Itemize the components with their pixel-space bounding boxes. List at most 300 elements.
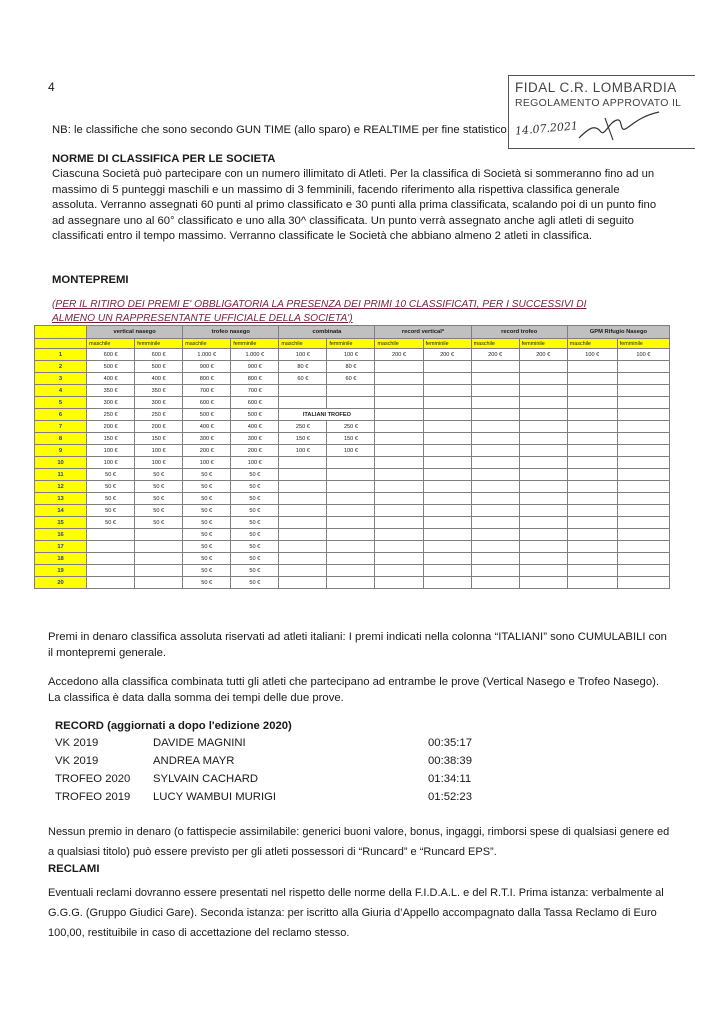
stamp-date: 14.07.2021 <box>514 119 579 138</box>
prize-cell <box>567 385 617 397</box>
prize-cell <box>617 385 669 397</box>
rank-cell: 19 <box>35 565 87 577</box>
rank-cell: 13 <box>35 493 87 505</box>
prize-cell <box>567 433 617 445</box>
prize-cell <box>279 565 327 577</box>
prize-cell: 50 € <box>183 517 231 529</box>
prize-cell <box>327 529 375 541</box>
rank-cell: 12 <box>35 481 87 493</box>
prize-cell: 50 € <box>231 529 279 541</box>
prize-cell <box>519 361 567 373</box>
prize-cell: 60 € <box>327 373 375 385</box>
prize-cell <box>279 577 327 589</box>
prize-cell: 50 € <box>231 505 279 517</box>
prize-cell <box>375 373 423 385</box>
prize-row <box>35 577 670 589</box>
prize-cell: 100 € <box>135 457 183 469</box>
prize-cell <box>617 409 669 421</box>
rank-cell: 18 <box>35 553 87 565</box>
prize-cell: 700 € <box>183 385 231 397</box>
prize-row <box>35 409 670 421</box>
prize-cell <box>375 397 423 409</box>
prize-cell <box>617 469 669 481</box>
prize-cell: 50 € <box>87 493 135 505</box>
prize-cell <box>327 505 375 517</box>
prize-cell <box>617 361 669 373</box>
prize-cell <box>375 457 423 469</box>
prize-cell <box>423 361 471 373</box>
rank-cell: 7 <box>35 421 87 433</box>
prize-cell <box>327 397 375 409</box>
prize-cell <box>471 481 519 493</box>
sub-femminile: femminile <box>519 339 567 349</box>
rank-cell: 14 <box>35 505 87 517</box>
prize-cell <box>567 481 617 493</box>
prize-cell <box>375 469 423 481</box>
prize-cell <box>567 517 617 529</box>
prize-table <box>34 325 670 589</box>
header-vertical-nasego: vertical nasego <box>87 326 183 339</box>
prize-cell <box>327 469 375 481</box>
prize-cell: 250 € <box>279 421 327 433</box>
prize-cell <box>567 577 617 589</box>
record-race: VK 2019 <box>55 737 99 749</box>
prize-cell <box>279 469 327 481</box>
prize-cell <box>423 529 471 541</box>
prize-cell <box>471 517 519 529</box>
prize-cell <box>279 385 327 397</box>
prize-cell: 500 € <box>183 409 231 421</box>
prize-cell <box>87 577 135 589</box>
prize-cell: 300 € <box>87 397 135 409</box>
prize-row <box>35 505 670 517</box>
prize-cell: 50 € <box>231 517 279 529</box>
prize-cell: 50 € <box>231 493 279 505</box>
montepremi-note: (PER IL RITIRO DEI PREMI E' OBBLIGATORIA LA PRESENZA DEI PRIMI 10 CLASSIFICATI, PER I SUCCESSIVI DI ALMENO UN RAPPRESENTANTE UFFICIALE DELLA SOCIETA') <box>52 299 587 324</box>
prize-cell <box>423 445 471 457</box>
prize-cell <box>519 565 567 577</box>
prize-cell: 80 € <box>327 361 375 373</box>
prize-cell: 50 € <box>87 517 135 529</box>
prize-cell: 800 € <box>231 373 279 385</box>
stamp-line-1: FIDAL C.R. LOMBARDIA <box>515 80 677 95</box>
prize-cell: 200 € <box>87 421 135 433</box>
prize-cell: 100 € <box>135 445 183 457</box>
prize-cell <box>279 505 327 517</box>
record-time: 00:38:39 <box>428 755 472 767</box>
prize-row <box>35 421 670 433</box>
prize-cell <box>87 565 135 577</box>
sub-maschile: maschile <box>567 339 617 349</box>
prize-cell <box>617 445 669 457</box>
prize-cell <box>471 529 519 541</box>
prize-cell <box>327 565 375 577</box>
prize-cell: 50 € <box>87 469 135 481</box>
prize-cell <box>617 565 669 577</box>
record-athlete: ANDREA MAYR <box>153 755 235 767</box>
prize-cell <box>327 493 375 505</box>
prize-cell <box>375 553 423 565</box>
prize-cell <box>519 445 567 457</box>
prize-row <box>35 457 670 469</box>
sub-femminile: femminile <box>231 339 279 349</box>
prize-cell <box>327 517 375 529</box>
prize-cell <box>471 421 519 433</box>
prize-cell: 700 € <box>231 385 279 397</box>
prize-cell <box>519 505 567 517</box>
prize-cell <box>617 541 669 553</box>
italiani-trofeo-label: ITALIANI TROFEO <box>279 409 375 421</box>
prize-row <box>35 541 670 553</box>
prize-cell <box>87 541 135 553</box>
prize-cell: 100 € <box>617 349 669 361</box>
prize-cell: 100 € <box>279 445 327 457</box>
prize-cell: 50 € <box>183 529 231 541</box>
prize-cell: 50 € <box>231 481 279 493</box>
prize-cell: 200 € <box>375 349 423 361</box>
prize-cell: 600 € <box>135 349 183 361</box>
prize-cell <box>567 373 617 385</box>
prize-cell <box>135 541 183 553</box>
prize-cell: 200 € <box>423 349 471 361</box>
prize-cell <box>617 493 669 505</box>
italiani-paragraph: Premi in denaro classifica assoluta riservati ad atleti italiani: I premi indicati nella colonna “ITALIANI” sono CUMULABILI con il montepremi generale. <box>48 631 667 659</box>
header-combinata: combinata <box>279 326 375 339</box>
prize-cell <box>423 373 471 385</box>
prize-cell: 100 € <box>231 457 279 469</box>
prize-cell: 50 € <box>135 493 183 505</box>
record-time: 01:52:23 <box>428 791 472 803</box>
prize-row <box>35 469 670 481</box>
prize-row <box>35 445 670 457</box>
prize-cell <box>519 421 567 433</box>
prize-cell <box>519 553 567 565</box>
page-number: 4 <box>48 80 55 94</box>
prize-cell <box>471 541 519 553</box>
prize-cell: 600 € <box>231 397 279 409</box>
prize-cell <box>423 421 471 433</box>
prize-cell: 900 € <box>183 361 231 373</box>
rank-cell: 5 <box>35 397 87 409</box>
prize-cell: 50 € <box>231 469 279 481</box>
prize-cell: 50 € <box>135 469 183 481</box>
prize-cell: 60 € <box>279 373 327 385</box>
prize-cell <box>567 469 617 481</box>
prize-cell <box>617 457 669 469</box>
prize-cell <box>519 373 567 385</box>
prize-cell: 50 € <box>183 565 231 577</box>
prize-cell <box>327 481 375 493</box>
prize-cell: 400 € <box>87 373 135 385</box>
prize-row <box>35 433 670 445</box>
prize-cell <box>567 505 617 517</box>
prize-cell <box>279 553 327 565</box>
prize-cell <box>423 505 471 517</box>
prize-cell: 50 € <box>183 493 231 505</box>
prize-cell: 300 € <box>135 397 183 409</box>
prize-cell <box>519 433 567 445</box>
prize-cell: 50 € <box>135 517 183 529</box>
prize-cell: 400 € <box>135 373 183 385</box>
rank-cell: 2 <box>35 361 87 373</box>
prize-cell <box>519 541 567 553</box>
prize-cell <box>375 517 423 529</box>
prize-cell: 250 € <box>327 421 375 433</box>
prize-cell <box>471 553 519 565</box>
prize-cell: 150 € <box>135 433 183 445</box>
prize-cell <box>423 565 471 577</box>
record-race: TROFEO 2020 <box>55 773 131 785</box>
prize-row <box>35 373 670 385</box>
prize-cell <box>327 541 375 553</box>
rank-cell: 3 <box>35 373 87 385</box>
rank-cell: 17 <box>35 541 87 553</box>
prize-cell <box>567 421 617 433</box>
societa-heading: NORME DI CLASSIFICA PER LE SOCIETA <box>52 153 276 165</box>
societa-paragraph: Ciascuna Società può partecipare con un numero illimitato di Atleti. Per la classifica di Società si sommeranno fino ad un massimo di 5 punteggi maschili e un massimo di 3 femminili, facendo riferimento alla rispettiva classifica generale assoluta. Verranno assegnati 60 punti al primo classificato e 30 punti alla prima classificata, scalando poi di un punto fino ad assegnare uno al 60° classificato e uno alla 30^ classificata. Un punto verrà assegnato anche agli atleti di seguito classificati entro il tempo massimo. Verranno classificate le Società che abbiano almeno 2 atleti in classifica. <box>52 168 657 242</box>
sub-femminile: femminile <box>327 339 375 349</box>
prize-row <box>35 517 670 529</box>
prize-cell <box>423 457 471 469</box>
prize-cell <box>567 457 617 469</box>
prize-cell <box>471 493 519 505</box>
prize-cell: 80 € <box>279 361 327 373</box>
prize-cell <box>135 529 183 541</box>
sub-maschile: maschile <box>471 339 519 349</box>
prize-cell: 100 € <box>183 457 231 469</box>
prize-cell <box>567 397 617 409</box>
prize-cell: 200 € <box>183 445 231 457</box>
prize-cell: 500 € <box>231 409 279 421</box>
sub-corner <box>35 339 87 349</box>
sub-femminile: femminile <box>423 339 471 349</box>
prize-cell <box>423 433 471 445</box>
prize-cell <box>279 541 327 553</box>
rank-cell: 11 <box>35 469 87 481</box>
prize-cell <box>567 445 617 457</box>
prize-cell <box>423 385 471 397</box>
prize-cell <box>519 457 567 469</box>
prize-cell <box>519 469 567 481</box>
prize-cell <box>567 541 617 553</box>
rank-cell: 10 <box>35 457 87 469</box>
prize-cell <box>617 553 669 565</box>
prize-cell <box>567 565 617 577</box>
prize-cell: 200 € <box>471 349 519 361</box>
prize-cell <box>279 529 327 541</box>
prize-cell: 1.000 € <box>231 349 279 361</box>
prize-cell <box>519 385 567 397</box>
prize-cell <box>279 397 327 409</box>
prize-cell: 50 € <box>135 505 183 517</box>
record-athlete: SYLVAIN CACHARD <box>153 773 259 785</box>
prize-cell <box>471 361 519 373</box>
prize-cell <box>471 565 519 577</box>
sub-maschile: maschile <box>87 339 135 349</box>
prize-cell: 100 € <box>87 445 135 457</box>
prize-cell <box>617 529 669 541</box>
record-athlete: LUCY WAMBUI MURIGI <box>153 791 277 803</box>
prize-cell <box>519 397 567 409</box>
runcard-paragraph: Nessun premio in denaro (o fattispecie assimilabile: generici buoni valore, bonus, ingaggi, rimborsi spese di qualsiasi genere ed a qualsiasi titolo) può essere previsto per gli atleti possessori di “Runcard” e “Runcard EPS”. <box>48 826 670 858</box>
prize-cell <box>423 517 471 529</box>
prize-cell <box>279 517 327 529</box>
record-time: 01:34:11 <box>428 773 472 785</box>
prize-cell: 600 € <box>183 397 231 409</box>
records-heading: RECORD (aggiornati a dopo l'edizione 2020) <box>55 720 292 732</box>
prize-cell: 100 € <box>567 349 617 361</box>
prize-cell <box>375 445 423 457</box>
prize-cell <box>279 493 327 505</box>
nb-note: NB: le classifiche che sono secondo GUN TIME (allo sparo) e REALTIME per fine statistico <box>52 124 507 136</box>
prize-cell <box>471 433 519 445</box>
rank-cell: 16 <box>35 529 87 541</box>
prize-cell <box>617 397 669 409</box>
prize-cell: 150 € <box>327 433 375 445</box>
prize-cell: 50 € <box>183 577 231 589</box>
rank-cell: 9 <box>35 445 87 457</box>
prize-cell <box>135 577 183 589</box>
prize-cell: 50 € <box>183 541 231 553</box>
prize-row <box>35 529 670 541</box>
prize-cell: 100 € <box>279 349 327 361</box>
prize-cell <box>617 433 669 445</box>
prize-cell <box>471 457 519 469</box>
table-corner <box>35 326 87 339</box>
prize-cell <box>471 385 519 397</box>
prize-cell: 250 € <box>135 409 183 421</box>
prize-cell: 150 € <box>279 433 327 445</box>
prize-cell: 50 € <box>87 505 135 517</box>
reclami-heading: RECLAMI <box>48 863 100 875</box>
prize-cell <box>617 505 669 517</box>
prize-row <box>35 361 670 373</box>
prize-cell: 300 € <box>183 433 231 445</box>
prize-cell <box>375 433 423 445</box>
rank-cell: 15 <box>35 517 87 529</box>
prize-cell <box>423 493 471 505</box>
prize-cell: 50 € <box>231 553 279 565</box>
prize-cell <box>567 361 617 373</box>
record-athlete: DAVIDE MAGNINI <box>153 737 246 749</box>
prize-cell <box>375 577 423 589</box>
prize-cell: 600 € <box>87 349 135 361</box>
prize-cell <box>375 493 423 505</box>
reclami-paragraph: Eventuali reclami dovranno essere presentati nel rispetto delle norme della F.I.D.A.L. e del R.T.I. Prima istanza: verbalmente al G.G.G. (Gruppo Giudici Gare). Seconda istanza: per iscritto alla Giuria d’Appello accompagnato dalla Tassa Reclamo di Euro 100,00, restituibile in caso di accettazione del reclamo stesso. <box>48 887 664 939</box>
prize-cell <box>423 553 471 565</box>
prize-cell <box>519 493 567 505</box>
sub-maschile: maschile <box>279 339 327 349</box>
approval-stamp <box>508 75 695 149</box>
prize-cell <box>567 409 617 421</box>
prize-cell <box>423 469 471 481</box>
prize-cell: 50 € <box>135 481 183 493</box>
prize-cell: 900 € <box>231 361 279 373</box>
prize-cell <box>567 553 617 565</box>
prize-cell <box>279 481 327 493</box>
prize-cell <box>375 409 423 421</box>
header-trofeo-nasego: trofeo nasego <box>183 326 279 339</box>
prize-cell: 350 € <box>87 385 135 397</box>
prize-cell <box>471 397 519 409</box>
prize-cell <box>519 517 567 529</box>
prize-cell: 100 € <box>327 445 375 457</box>
prize-cell <box>471 469 519 481</box>
prize-cell: 800 € <box>183 373 231 385</box>
record-race: VK 2019 <box>55 755 99 767</box>
prize-cell: 1.000 € <box>183 349 231 361</box>
prize-cell <box>423 397 471 409</box>
prize-cell <box>327 385 375 397</box>
prize-cell <box>519 409 567 421</box>
prize-table-body <box>35 349 670 589</box>
combinata-paragraph: Accedono alla classifica combinata tutti gli atleti che partecipano ad entrambe le prove (Vertical Nasego e Trofeo Nasego). La classifica è data dalla somma dei tempi delle due prove. <box>48 676 659 704</box>
prize-row <box>35 349 670 361</box>
prize-cell: 50 € <box>183 553 231 565</box>
prize-cell <box>135 565 183 577</box>
prize-cell <box>519 577 567 589</box>
prize-cell <box>375 541 423 553</box>
sub-femminile: femminile <box>617 339 669 349</box>
prize-cell <box>617 481 669 493</box>
prize-cell: 100 € <box>327 349 375 361</box>
prize-cell <box>375 481 423 493</box>
prize-cell <box>471 445 519 457</box>
prize-cell <box>327 457 375 469</box>
prize-row <box>35 481 670 493</box>
prize-cell <box>279 457 327 469</box>
prize-cell: 50 € <box>183 469 231 481</box>
prize-cell: 50 € <box>183 481 231 493</box>
stamp-line-2: REGOLAMENTO APPROVATO IL <box>515 97 682 109</box>
prize-cell: 50 € <box>231 541 279 553</box>
prize-cell <box>375 505 423 517</box>
rank-cell: 6 <box>35 409 87 421</box>
prize-cell: 50 € <box>183 505 231 517</box>
prize-cell: 400 € <box>231 421 279 433</box>
prize-cell: 150 € <box>87 433 135 445</box>
prize-cell <box>471 373 519 385</box>
rank-cell: 20 <box>35 577 87 589</box>
prize-cell: 50 € <box>231 577 279 589</box>
prize-cell <box>87 529 135 541</box>
prize-row <box>35 397 670 409</box>
prize-cell <box>375 421 423 433</box>
rank-cell: 1 <box>35 349 87 361</box>
header-gpm-rifugio: GPM Rifugio Nasego <box>567 326 669 339</box>
prize-cell: 100 € <box>87 457 135 469</box>
prize-cell <box>375 529 423 541</box>
prize-cell <box>423 577 471 589</box>
prize-cell <box>471 505 519 517</box>
rank-cell: 4 <box>35 385 87 397</box>
prize-cell: 350 € <box>135 385 183 397</box>
sub-maschile: maschile <box>183 339 231 349</box>
prize-row <box>35 493 670 505</box>
header-record-vertical: record vertical* <box>375 326 471 339</box>
prize-cell: 50 € <box>87 481 135 493</box>
record-race: TROFEO 2019 <box>55 791 131 803</box>
montepremi-heading: MONTEPREMI <box>52 274 129 286</box>
prize-cell <box>135 553 183 565</box>
prize-cell <box>87 553 135 565</box>
prize-cell <box>423 481 471 493</box>
prize-cell <box>519 529 567 541</box>
sub-femminile: femminile <box>135 339 183 349</box>
header-record-trofeo: record trofeo <box>471 326 567 339</box>
sub-maschile: maschile <box>375 339 423 349</box>
prize-cell <box>567 529 617 541</box>
